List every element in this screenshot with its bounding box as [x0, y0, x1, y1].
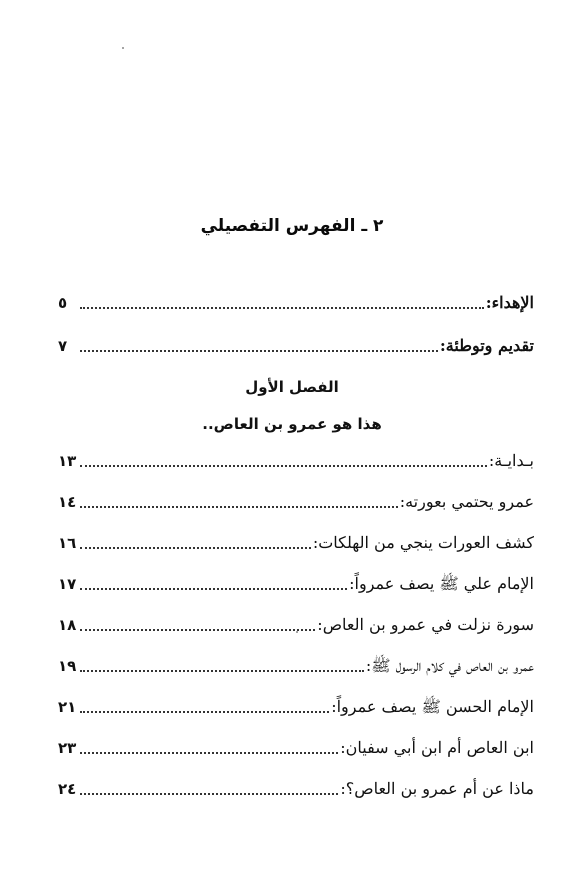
dot-leader	[80, 670, 364, 672]
dot-leader	[80, 629, 315, 631]
toc-page-number: ١٣	[58, 452, 77, 470]
dot-leader	[80, 307, 484, 309]
toc-entry-title: عمرو بن العاص في كلام الرسول ﷺ:	[365, 656, 534, 675]
chapter-subtitle: هذا هو عمرو بن العاص..	[202, 415, 382, 433]
toc-entry-title: تقديم وتوطئة:	[439, 336, 534, 355]
toc-row	[58, 571, 534, 595]
toc-row	[58, 776, 534, 800]
dot-leader	[80, 711, 329, 713]
toc-entry-title: ماذا عن أم عمرو بن العاص؟:	[340, 779, 534, 798]
dot-leader	[80, 752, 338, 754]
toc-row	[58, 290, 534, 314]
scan-speck	[296, 631, 298, 633]
toc-entry-title: سورة نزلت في عمرو بن العاص:	[317, 615, 534, 634]
scan-speck	[122, 47, 124, 49]
toc-page-number: ١٤	[58, 493, 77, 511]
dot-leader	[80, 793, 338, 795]
chapter-label: الفصل الأول	[245, 378, 339, 396]
dot-leader	[80, 547, 311, 549]
toc-page-number: ٧	[58, 337, 68, 355]
toc-page-number: ١٧	[58, 575, 77, 593]
toc-row	[58, 489, 534, 513]
toc-page-number: ٢١	[58, 698, 77, 716]
toc-row	[58, 735, 534, 759]
toc-entry-title: ابن العاص أم ابن أبي سفيان:	[340, 738, 534, 757]
toc-page-number: ١٩	[58, 657, 77, 675]
toc-page-number: ١٦	[58, 534, 77, 552]
dot-leader	[80, 465, 487, 467]
toc-row	[58, 448, 534, 472]
toc-row	[58, 694, 534, 718]
toc-row	[58, 530, 534, 554]
toc-entry-title: عمرو يحتمي بعورته:	[399, 492, 534, 511]
toc-row	[58, 653, 534, 677]
toc-row	[58, 333, 534, 357]
toc-entry-title: الإهداء:	[485, 293, 534, 312]
toc-entry-title: بـدايـة:	[488, 451, 534, 470]
toc-page-number: ٢٣	[58, 739, 77, 757]
page-heading: ٢ ـ الفهرس التفصيلي	[200, 216, 384, 236]
dot-leader	[80, 588, 347, 590]
dot-leader	[80, 506, 398, 508]
toc-entry-title: الإمام علي ﷺ يصف عمرواً:	[349, 574, 534, 593]
toc-page-number: ٢٤	[58, 780, 77, 798]
toc-entry-title: كشف العورات ينجي من الهلكات:	[312, 533, 534, 552]
toc-page-number: ٥	[58, 294, 68, 312]
toc-page-number: ١٨	[58, 616, 77, 634]
toc-entry-title: الإمام الحسن ﷺ يصف عمرواً:	[331, 697, 534, 716]
dot-leader	[80, 350, 438, 352]
